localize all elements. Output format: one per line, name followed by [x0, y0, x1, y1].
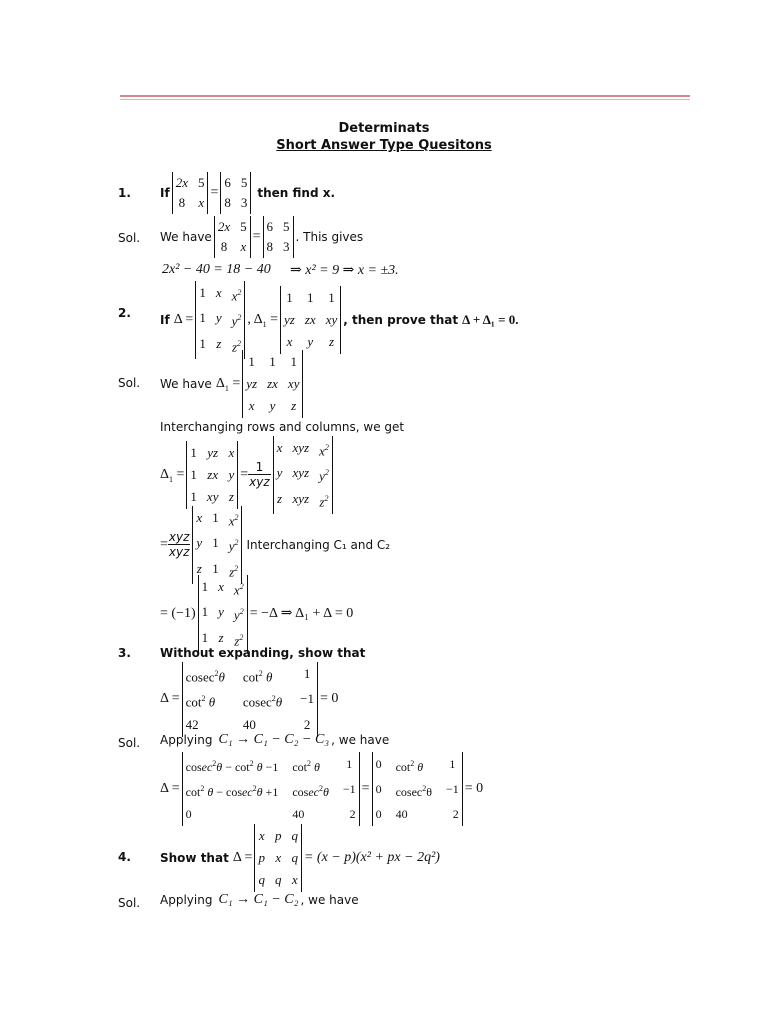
- page-subtitle: Short Answer Type Quesitons: [276, 138, 492, 153]
- q1-sol-text: We have: [160, 230, 212, 244]
- q2-sol-det-delta1: 1 1 1 yz zx xy x y z: [242, 350, 303, 418]
- q4-op: C₁ → C₁ − C₂: [218, 892, 299, 907]
- q2-step1-det-right: x xyz $x^2$ y xyz $y^2$ z xyz $z^2$: [273, 436, 333, 514]
- q1-det-left: 2x 5 8 x: [172, 172, 209, 214]
- q3-applying: [160, 732, 389, 748]
- q2-step2-det: x 1 $x^2$ y 1 $y^2$ z 1 $z^2$: [192, 506, 242, 584]
- q3-equation: Δ = cosec$^2$θ $\cot^2 \theta$ 1 $\cot^2 \theta$ cosec$^2$θ −1 42 40 2 = 0: [160, 662, 338, 737]
- q3-op-tail: , we have: [331, 733, 390, 747]
- q2-step-1: $\Delta_1$ = 1 yz x 1 zx y 1 xy z = $\frac{1}{\text{xyz}}$ x xyz $x^2$ y xyz $y^2$ z xyz $z^2$: [160, 436, 335, 514]
- q3-applying-text: Applying: [160, 733, 213, 747]
- sol-label-3: Sol.: [118, 736, 141, 750]
- q2-we-have: We have: [160, 377, 212, 391]
- q2-if: If: [160, 312, 170, 327]
- q2-prove-expr: Δ + Δ₁ = 0.: [462, 311, 519, 327]
- question-2: If Δ = 1 x $x^2$ 1 y $y^2$ 1 z $z^2$ , $\Delta_1$ = 1 1 1 yz zx xy x y z , then prove that Δ + Δ₁ = 0.: [160, 281, 519, 359]
- q3-op: C₁ → C₁ − C₂ − C₃: [218, 732, 330, 747]
- q2-step-3: [160, 575, 353, 653]
- header-rule-thin: [120, 99, 690, 100]
- q3-eq-zero: = 0: [320, 691, 339, 707]
- solution-1: We have 2x 5 8 x = 6 5 8 3 . This gives: [160, 216, 363, 258]
- q4-det: x p q p x q q q x: [254, 824, 302, 892]
- q2-frac-1-xyz: $\frac{1}{\text{xyz}}$: [249, 460, 270, 490]
- q3-sol-eq-zero: = 0: [464, 781, 484, 796]
- q2-frac-xyz-xyz: $\frac{\text{xyz}}{\text{xyz}}$: [168, 530, 190, 560]
- q2-final-tail: = −Δ ⇒ Δ₁ + Δ = 0: [249, 606, 354, 622]
- sol-label-2: Sol.: [118, 376, 141, 390]
- header-rule: [120, 95, 690, 97]
- sol-label-1: Sol.: [118, 231, 141, 245]
- question-number-4: 4.: [118, 850, 131, 864]
- q2-det-delta: 1 x $x^2$ 1 y $y^2$ 1 z $z^2$: [195, 281, 245, 359]
- question-number-2: 2.: [118, 306, 131, 320]
- q3-sol-det-left: $cosec^2\theta - \cot^2 \theta -1$ $\cot^2 \theta$ 1 $\cot^2 \theta - cosec^2\theta +1$ cosec$^2$θ −1 0 40 2: [182, 752, 360, 826]
- q1-equation-left: 2x² − 40 = 18 − 40: [162, 262, 271, 277]
- q1-then: then find x.: [257, 186, 336, 200]
- q1-sol-tail: . This gives: [295, 230, 364, 244]
- q1-sol-det-left: 2x 5 8 x: [214, 216, 251, 258]
- q2-det-delta1: 1 1 1 yz zx xy x y z: [280, 286, 341, 354]
- q3-heading: Without expanding, show that: [160, 646, 366, 660]
- q1-det-right: 6 5 8 3: [220, 172, 251, 214]
- solution-2-start: We have $\Delta_1$ = 1 1 1 yz zx xy x y z: [160, 350, 305, 418]
- q4-rhs: = (x − p)(x² + px − 2q²): [303, 850, 440, 865]
- page-title: Determinats: [338, 121, 430, 136]
- q2-step3-det: 1 x $x^2$ 1 y $y^2$ 1 z $z^2$: [198, 575, 248, 653]
- question-1: If 2x 5 8 x = 6 5 8 3 then find x.: [160, 172, 335, 214]
- q2-final-lead: = (−1): [160, 605, 196, 621]
- q1-equation-right: ⇒ x² = 9 ⇒ x = ±3.: [290, 263, 399, 278]
- q1-if: If: [160, 186, 170, 200]
- q4-applying: [160, 892, 359, 908]
- question-number-1: 1.: [118, 186, 131, 200]
- q2-step1-det-left: 1 yz x 1 zx y 1 xy z: [186, 441, 238, 509]
- q3-sol-det-right: 0 $\cot^2 \theta$ 1 0 cosec$^2$θ −1 0 40 2: [372, 752, 463, 826]
- q4-applying-text: Applying: [160, 893, 213, 907]
- question-number-3: 3.: [118, 646, 131, 660]
- q2-prove: , then prove that: [343, 312, 459, 327]
- q4-heading: Show that: [160, 851, 229, 865]
- q3-det: cosec$^2$θ $\cot^2 \theta$ 1 $\cot^2 \theta$ cosec$^2$θ −1 42 40 2: [182, 662, 318, 737]
- q4-op-tail: , we have: [300, 893, 359, 907]
- q2-step-2: = $\frac{\text{xyz}}{\text{xyz}}$ x 1 $x^2$ y 1 $y^2$ z 1 $z^2$ Interchanging C₁ and C₂: [160, 506, 390, 584]
- q4-equation: Show that Δ = x p q p x q q q x = (x − p)(x² + px − 2q²): [160, 824, 440, 892]
- q3-solution-eq: Δ = $cosec^2\theta - \cot^2 \theta -1$ $\cot^2 \theta$ 1 $\cot^2 \theta - cosec^2\theta +1$ cosec$^2$θ −1 0 40 2 = 0 $\cot^2 \theta$ 1 0 cosec$^2$θ −1 0 40 2 = 0: [160, 752, 483, 826]
- sol-label-4: Sol.: [118, 896, 141, 910]
- q1-sol-det-right: 6 5 8 3: [263, 216, 294, 258]
- q2-note-c1c2: Interchanging C₁ and C₂: [246, 537, 391, 552]
- q2-interchange-text: Interchanging rows and columns, we get: [160, 420, 405, 434]
